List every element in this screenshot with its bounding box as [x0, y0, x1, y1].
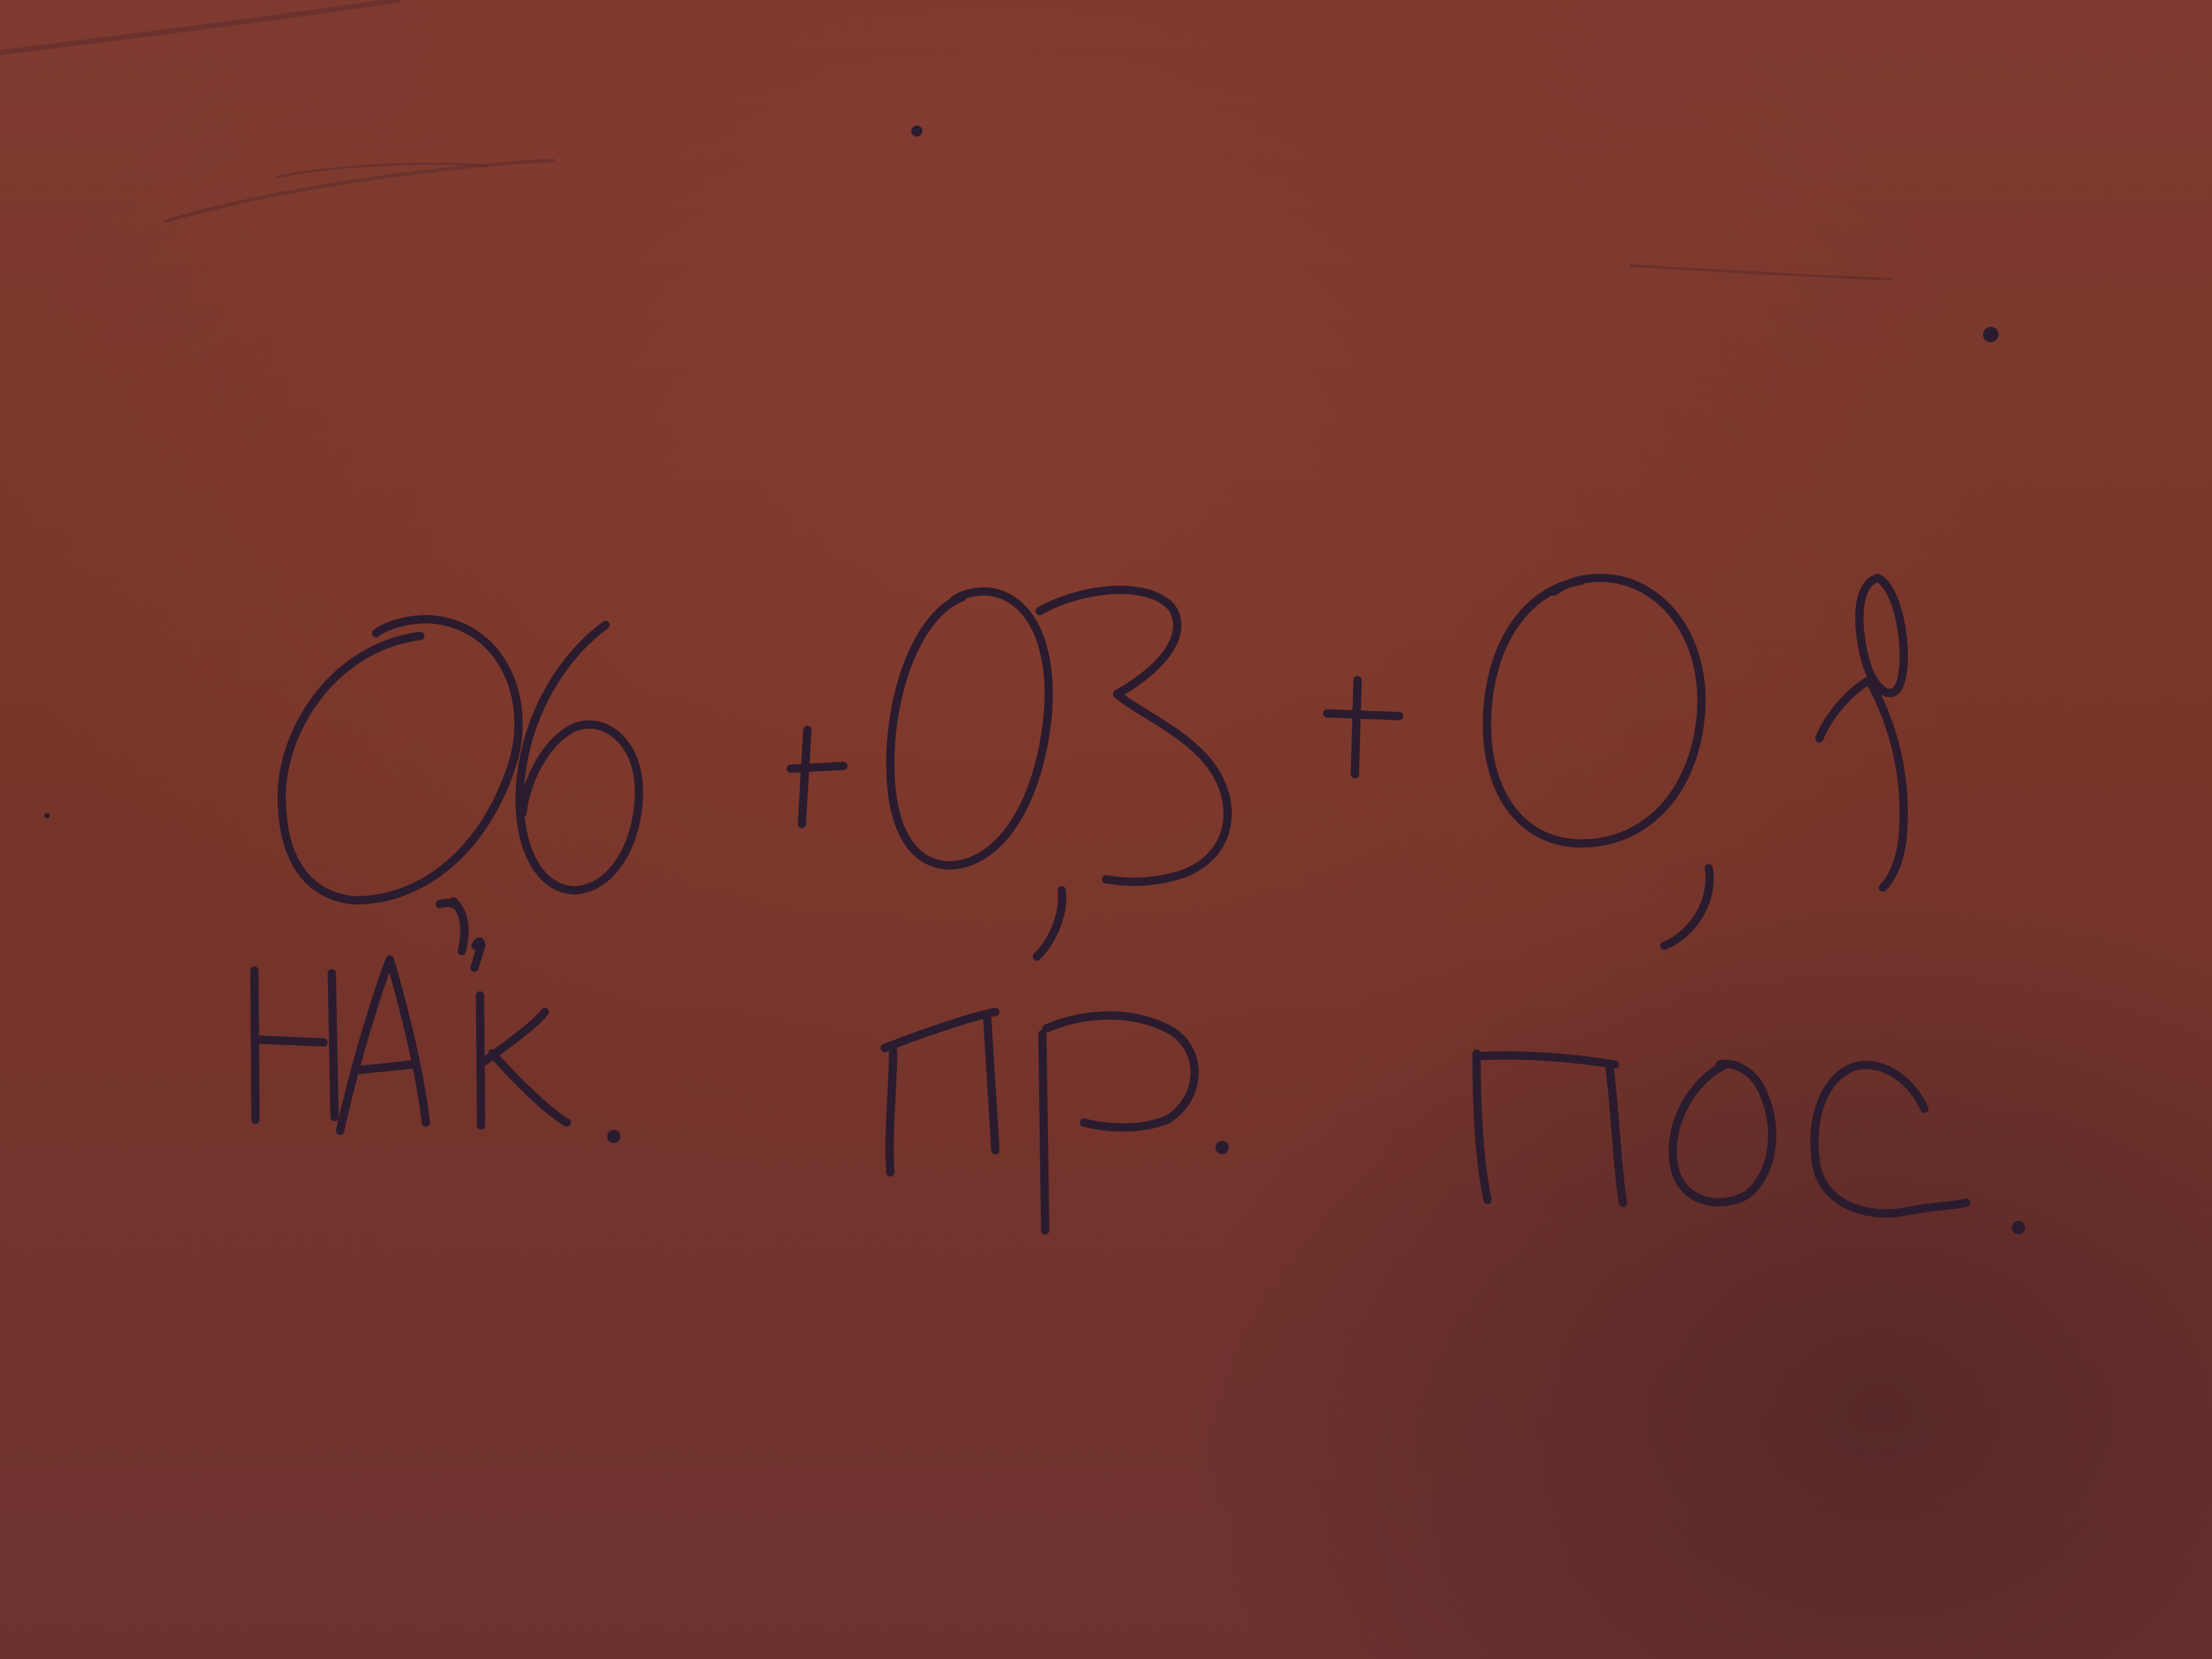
term-0-8 — [1487, 578, 1904, 946]
period — [1215, 1141, 1229, 1154]
board-scratch — [0, 0, 398, 53]
board-speck — [1983, 327, 1999, 342]
label-pr — [885, 1012, 1229, 1230]
digit-0 — [281, 619, 518, 900]
board-speck — [911, 126, 922, 137]
board-smudge — [166, 160, 553, 221]
decimal-comma-tick — [440, 903, 455, 905]
decimal-comma — [1037, 890, 1062, 957]
label-pos — [1477, 1053, 2025, 1234]
board-smudge — [1631, 265, 1891, 279]
period — [607, 1130, 620, 1143]
plus-operator-2 — [1327, 680, 1399, 774]
decimal-comma — [1665, 868, 1710, 946]
plus-operator-1 — [791, 730, 843, 824]
digit-3 — [1040, 590, 1228, 882]
digit-8 — [1819, 578, 1904, 888]
period — [2012, 1221, 2025, 1234]
board-speck — [44, 813, 50, 818]
term-0-6 — [281, 619, 639, 951]
decimal-comma — [453, 901, 465, 951]
digit-6 — [520, 625, 639, 890]
label-nak — [254, 942, 620, 1144]
term-0-3 — [890, 590, 1228, 957]
digit-0 — [890, 592, 1048, 865]
digit-0 — [1487, 578, 1702, 843]
board-smudge — [276, 164, 487, 177]
